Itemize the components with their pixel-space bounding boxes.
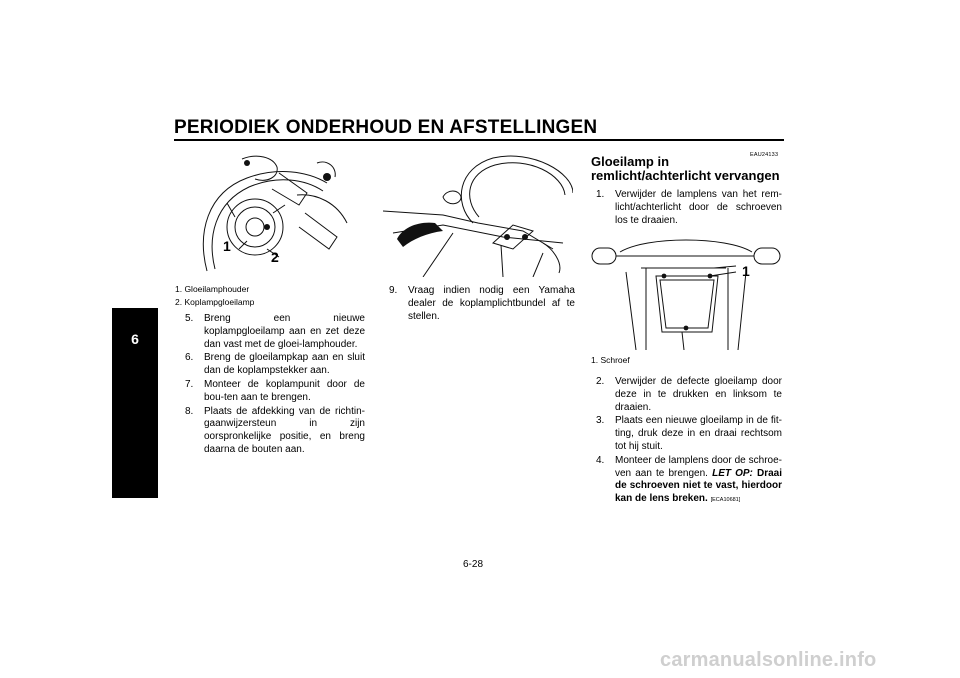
- step-text: Plaats een nieuwe gloeilamp in de fit-ting, druk deze in en draai rechtsom tot hij stuit.: [615, 415, 782, 452]
- chapter-number: 6: [131, 331, 139, 347]
- step-number: 1.: [596, 189, 605, 200]
- caution-text: Draai de schroeven niet te vast, hierdoor kan de lens breken.: [615, 467, 783, 505]
- step-text: Monteer de koplampunit door de bou-ten aan te brengen.: [204, 378, 365, 403]
- step-number: 9.: [389, 285, 398, 296]
- section-title: Gloeilamp in remlicht/achterlicht vervangen: [591, 154, 780, 183]
- title-rule: [174, 139, 784, 141]
- headlight-bulb-illustration: [187, 153, 359, 277]
- left-steps: [185, 313, 365, 458]
- caption-line: 1. Gloeilamphouder: [175, 284, 250, 294]
- figure-callout-2: 2: [271, 249, 279, 265]
- step-number: 3.: [596, 415, 605, 427]
- headlight-beam-illustration: [383, 153, 573, 277]
- list-item: [596, 189, 782, 227]
- taillight-illustration: [586, 232, 782, 350]
- list-item: [389, 285, 575, 323]
- figure-callout-1: 1: [742, 263, 750, 279]
- right-caption: [591, 354, 630, 367]
- list-item: [596, 455, 782, 507]
- taillight-figure: [586, 232, 782, 350]
- page-title: PERIODIEK ONDERHOUD EN AFSTELLINGEN: [174, 117, 598, 138]
- right-steps-a: [596, 189, 782, 228]
- figure-callout-1: 1: [223, 238, 231, 254]
- step-number: 6.: [185, 352, 194, 364]
- headlight-bulb-figure: [187, 153, 359, 277]
- caption-line: 2. Koplampgloeilamp: [175, 297, 255, 307]
- middle-steps: [389, 285, 575, 324]
- list-item: [596, 376, 782, 414]
- left-caption: [175, 283, 254, 309]
- page-number: 6-28: [463, 559, 484, 570]
- caution-label: LET OP:: [712, 467, 753, 479]
- step-text: Monteer de lamplens door de schroe-ven aan te brengen.: [615, 454, 782, 479]
- headlight-beam-figure: [383, 153, 573, 277]
- step-number: 4.: [596, 454, 605, 466]
- step-number: 7.: [185, 378, 194, 390]
- step-number: 2.: [596, 376, 605, 387]
- step-text: Verwijder de defecte gloeilamp door deze in te drukken en linksom te draaien.: [615, 376, 782, 413]
- right-steps-b: [596, 376, 782, 508]
- chapter-tab: [112, 308, 158, 498]
- list-item: [185, 313, 365, 351]
- list-item: [185, 379, 365, 405]
- list-item: [185, 352, 365, 378]
- step-text: Breng een nieuwe koplampgloeilamp aan en zet deze dan vast met de gloei-lamphouder.: [204, 313, 365, 350]
- step-text: Breng de gloeilampkap aan en sluit dan de koplampstekker aan.: [204, 352, 365, 377]
- step-text: Vraag indien nodig een Yamaha dealer de koplamplichtbundel af te stellen.: [408, 285, 575, 322]
- caution-reference: [ECA10681]: [710, 497, 741, 504]
- list-item: [596, 415, 782, 453]
- caption-line: 1. Schroef: [591, 355, 630, 365]
- step-number: 8.: [185, 405, 194, 417]
- step-number: 5.: [185, 313, 194, 324]
- section-code: EAU24133: [750, 152, 779, 158]
- step-text: Plaats de afdekking van de richtin-gaanwijzersteun in zijn oorspronkelijke positie, en breng daarna de bouten aan.: [204, 405, 365, 455]
- watermark: carmanualsonline.info: [660, 649, 877, 671]
- step-text: Verwijder de lamplens van het rem-licht/achterlicht door de schroeven los te draaien.: [615, 189, 782, 226]
- list-item: [185, 406, 365, 457]
